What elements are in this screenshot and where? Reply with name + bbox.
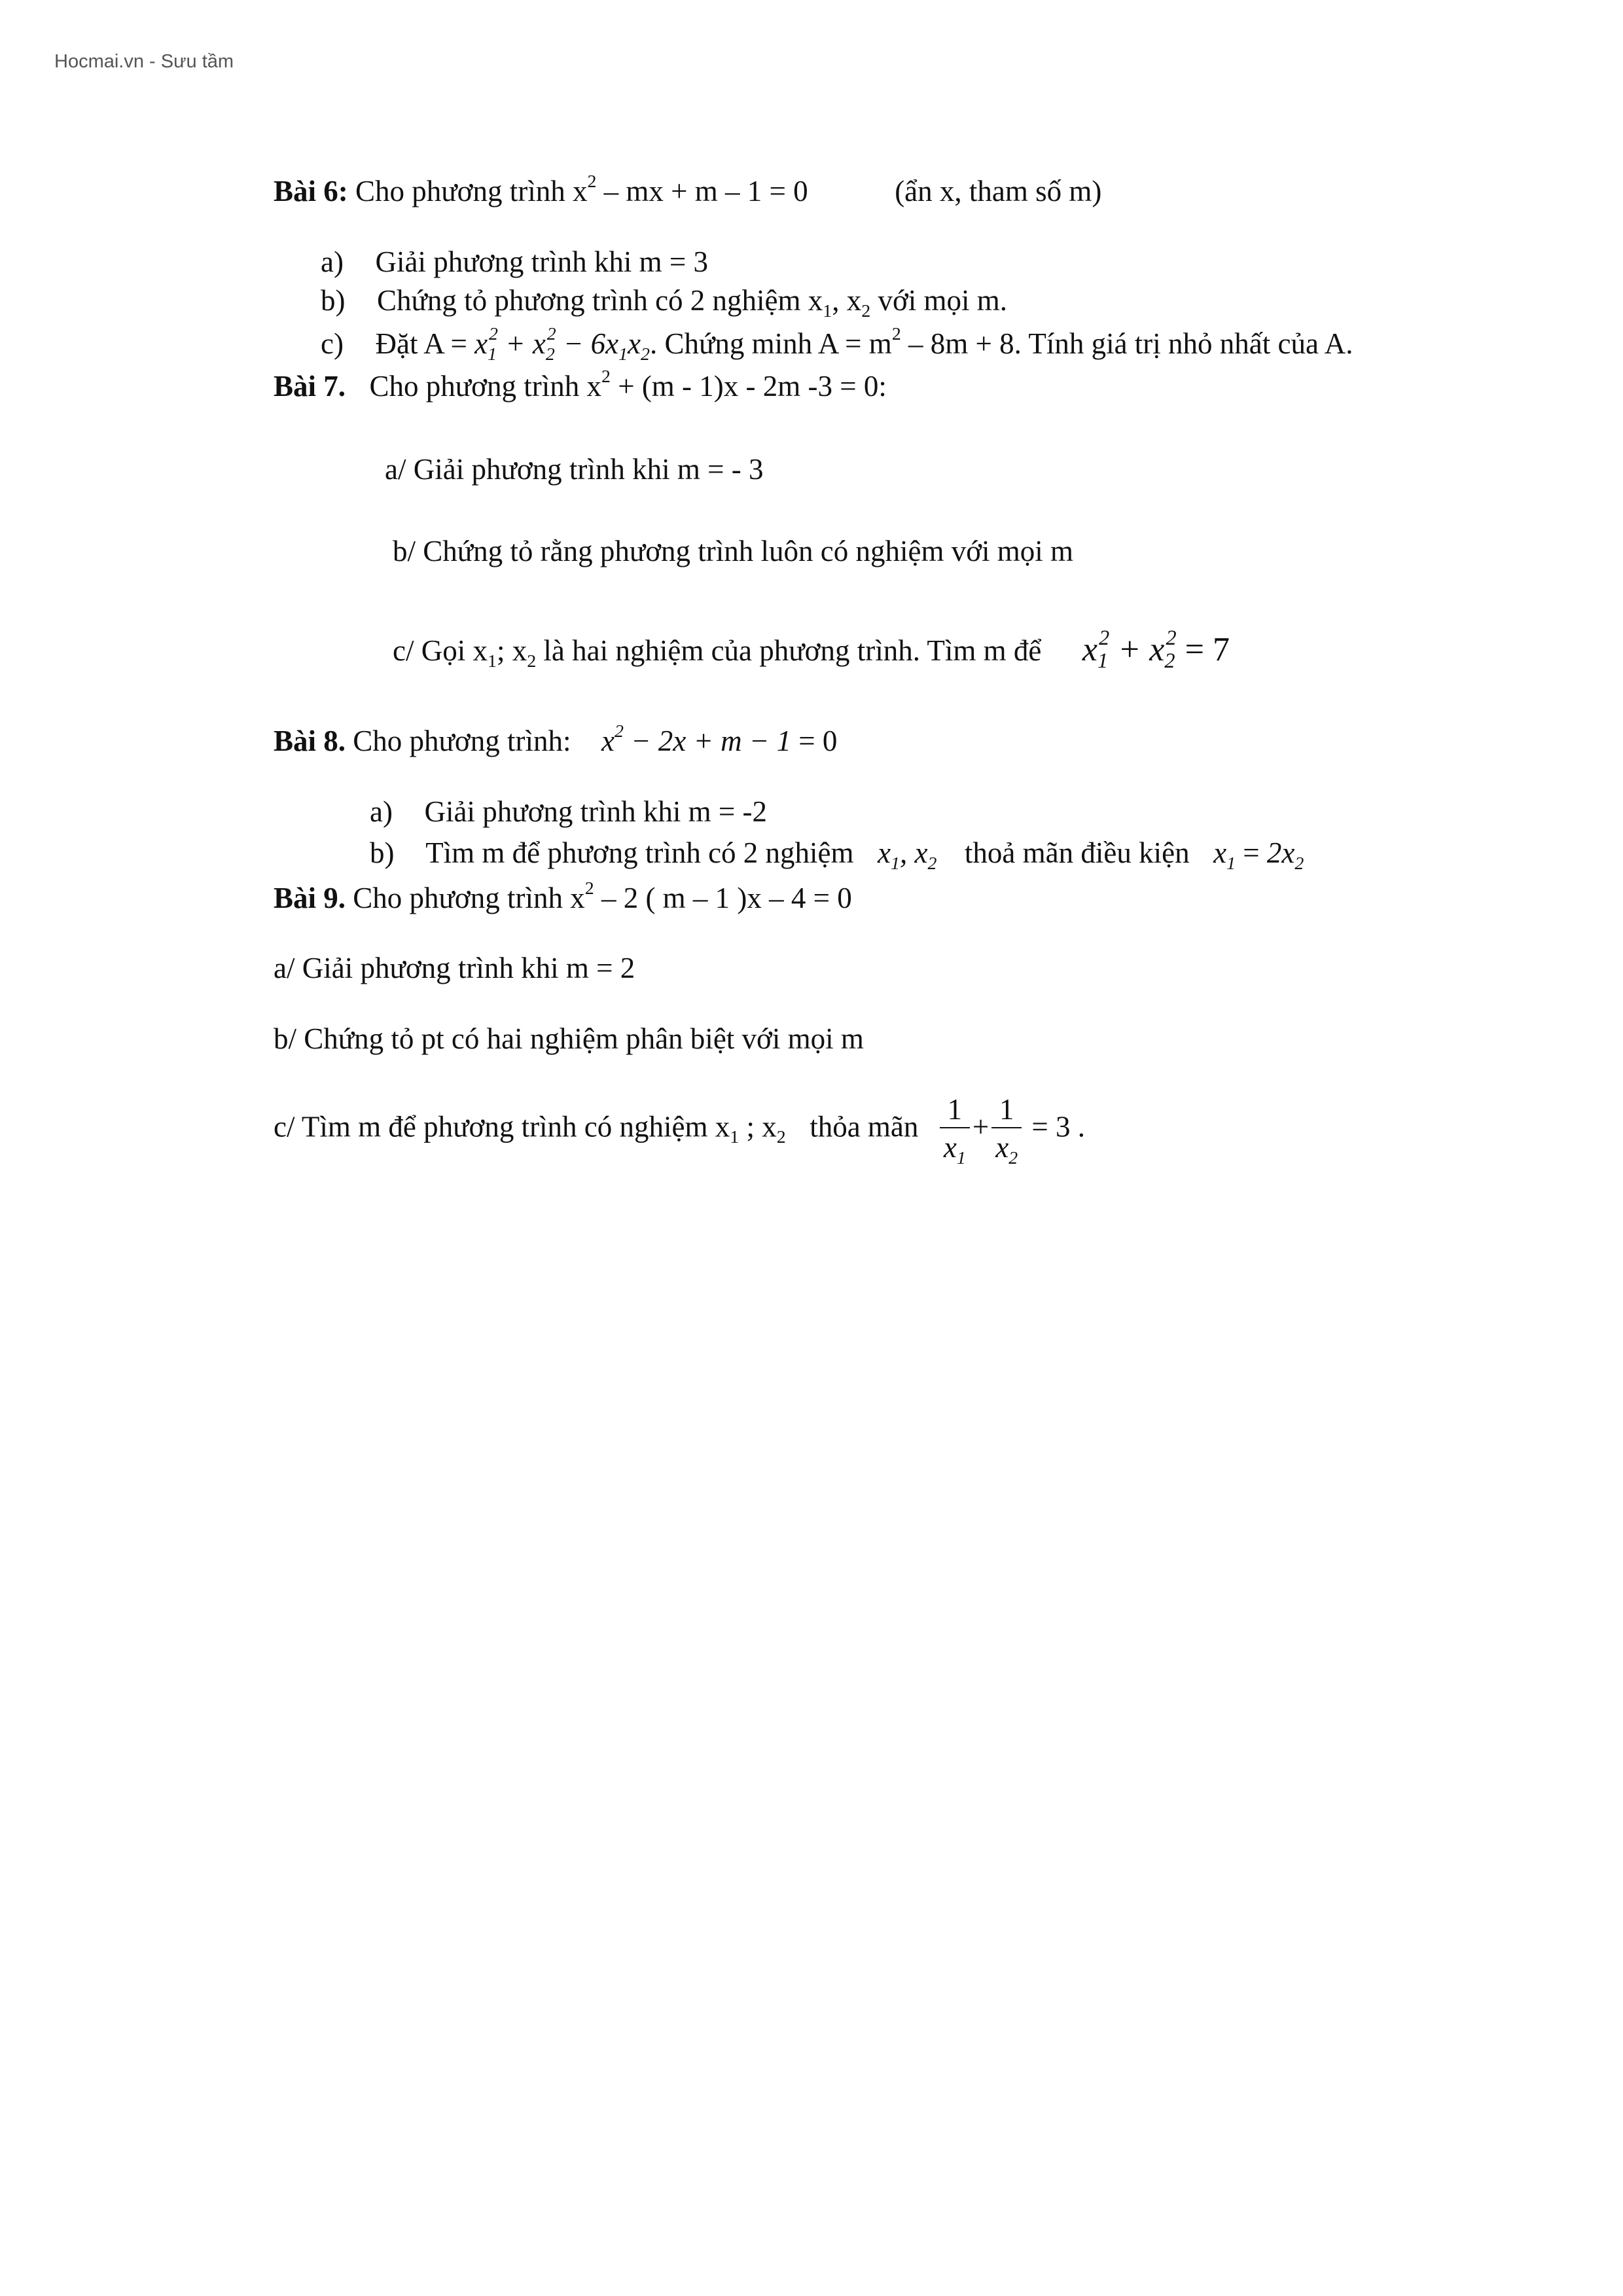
- bai6-a: [321, 247, 708, 277]
- bai6-b-marker: b): [321, 284, 346, 317]
- bai9-text: Cho phương trình x: [353, 882, 585, 914]
- bai7-c-text: c/ Gọi x: [393, 634, 488, 667]
- bai7-b-text: b/ Chứng tỏ rằng phương trình luôn có nghiệm với mọi m: [393, 535, 1074, 567]
- bai6-c: c) Đặt $A = x_1^2 + x_2^2 - 6x_1x_2$. Chứng minh $A = m^2 - 8m + 8$. Tính giá trị nhỏ nhất của A.: [321, 324, 1353, 365]
- bai7-c-mid: là hai nghiệm của phương trình. Tìm m để: [536, 634, 1042, 667]
- bai8-b-text: Tìm m để phương trình có 2 nghiệm: [425, 836, 854, 869]
- bai6-b-rest: với mọi m.: [870, 284, 1008, 317]
- bai9-b-text: b/ Chứng tỏ pt có hai nghiệm phân biệt với mọi m: [274, 1022, 864, 1055]
- bai6-note: (ẩn x, tham số m): [895, 175, 1102, 207]
- bai9-c-end: = 3 .: [1031, 1110, 1086, 1143]
- bai6-b: b) Chứng tỏ phương trình có 2 nghiệm $x_1$, $x_2$ với mọi m.: [321, 284, 1008, 321]
- bai9-heading: Bài 9. Cho phương trình $x^2 - 2$ ( m – 1 )x – 4 = 0: [274, 878, 852, 914]
- bai9-c-text: c/ Tìm m để phương trình có nghiệm x: [274, 1110, 730, 1143]
- bai7-label: Bài 7.: [274, 370, 346, 403]
- bai6-c-text: Đặt A =: [375, 327, 467, 360]
- bai8-a-marker: a): [370, 795, 393, 828]
- bai6-c-marker: c): [321, 327, 344, 360]
- bai8-equation: $x^2 - 2x + m - 1 = 0$: [601, 721, 838, 757]
- bai8-b-roots: $x_1$, $x_2$: [878, 836, 937, 874]
- bai7-equation: + (m - 1)x - 2m -3 = 0:: [610, 370, 887, 403]
- source-header: Hocmai.vn - Sưu tầm: [54, 51, 234, 72]
- bai6-a-text: Giải phương trình khi m = 3: [375, 245, 709, 278]
- bai6-b-text: Chứng tỏ phương trình có 2 nghiệm x: [377, 284, 823, 317]
- bai9-c-mid: thỏa mãn: [810, 1110, 919, 1143]
- bai9-c-fraction-1: $\frac{1}{x_1}$: [940, 1093, 970, 1166]
- bai7-c-formula: $x_1^2 + x_2^2 = 7$: [1082, 625, 1230, 673]
- bai6-c-mid: . Chứng minh A = m: [649, 327, 892, 360]
- bai9-c-fraction-2: $\frac{1}{x_2}$: [991, 1093, 1022, 1166]
- bai8-b-mid: thoả mãn điều kiện: [964, 836, 1190, 869]
- bai8-b-condition: $x_1 = 2x_2$: [1213, 836, 1304, 874]
- bai6-label: Bài 6:: [274, 175, 348, 207]
- bai6-a-marker: a): [321, 245, 344, 278]
- bai8-a: [370, 797, 767, 827]
- bai8-b: [370, 836, 1304, 874]
- bai6-text: Cho phương trình x: [355, 175, 588, 207]
- bai8-b-marker: b): [370, 836, 395, 869]
- bai6-c-formula: $x_1^2 + x_2^2 - 6x_1x_2$: [474, 324, 650, 365]
- bai7-text: Cho phương trình x: [369, 370, 601, 403]
- bai6-equation: – mx + m – 1 = 0: [596, 175, 808, 207]
- bai8-a-text: Giải phương trình khi m = -2: [424, 795, 767, 828]
- bai6-heading: Bài 6: Cho phương trình $x^2$ – mx + m – 1 = 0 (ẩn x, tham số m): [274, 171, 1102, 207]
- bai7-heading: Bài 7. Cho phương trình $x^2 + (m - 1)x - 2m$ -3 = 0:: [274, 367, 887, 403]
- bai9-c: c/ Tìm m để phương trình có nghiệm $x_1$ ; $x_2$ thỏa mãn $\frac{1}{x_1}$ + $\frac{1}{x_2}$ = 3 .: [274, 1093, 1086, 1168]
- bai8-heading: [274, 721, 838, 757]
- bai6-c-rest: – 8m + 8. Tính giá trị nhỏ nhất của A.: [901, 327, 1353, 360]
- bai8-label: Bài 8.: [274, 725, 346, 757]
- bai8-text: Cho phương trình:: [353, 725, 571, 757]
- bai9-a-text: a/ Giải phương trình khi m = 2: [274, 952, 635, 984]
- bai7-a-text: a/ Giải phương trình khi m = - 3: [385, 453, 764, 486]
- bai9-equation: – 2 ( m – 1 )x – 4 = 0: [594, 882, 852, 914]
- bai9-label: Bài 9.: [274, 882, 346, 914]
- bai7-c: c/ Gọi $x_1$; $x_2$ là hai nghiệm của phương trình. Tìm m để $x_1^2 + x_2^2 = 7$: [393, 625, 1230, 673]
